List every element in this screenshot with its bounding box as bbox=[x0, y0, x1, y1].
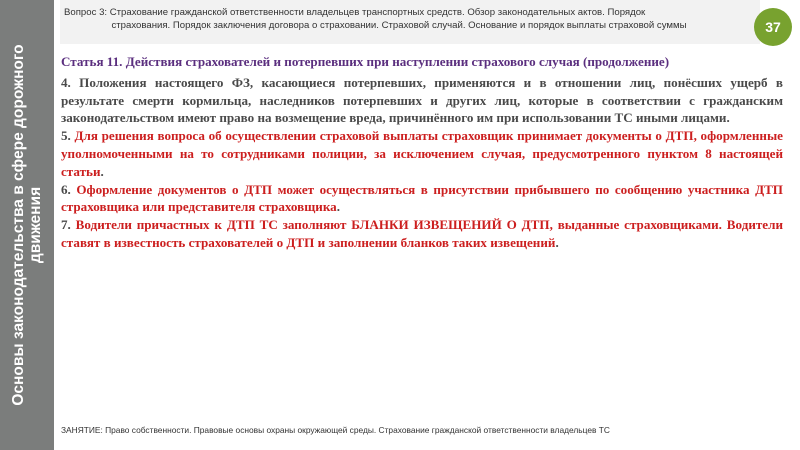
paragraph-5-text: Для решения вопроса об осуществлении страховой выплаты страховщик принимает документы о ДТП, оформленные уполномоченными на то сотрудниками полиции, за исключением случая, предусмотренного пунктом 8 настоящей статьи bbox=[61, 128, 783, 179]
footer: ЗАНЯТИЕ: Право собственности. Правовые основы охраны окружающей среды. Страхование гражданской ответственности владельцев ТС bbox=[61, 425, 610, 435]
paragraph-6-text: Оформление документов о ДТП может осуществляться в присутствии прибывшего по сообщению участника ДТП страховщика или представителя страховщика bbox=[61, 181, 783, 215]
sidebar bbox=[0, 0, 54, 450]
paragraph-7-period: . bbox=[555, 234, 559, 250]
header-line-2: страхования. Порядок заключения договора о страховании. Страховой случай. Основание и порядок выплаты страховой суммы bbox=[111, 20, 687, 31]
header-line-1: Вопрос 3: Страхование гражданской ответственности владельцев транспортных средств. Обзор законодательных актов. Порядок bbox=[64, 7, 646, 18]
header-text bbox=[64, 6, 754, 32]
paragraph-6-period: . bbox=[336, 199, 340, 215]
paragraph-7 bbox=[61, 216, 783, 252]
paragraph-5 bbox=[61, 127, 783, 180]
sidebar-title: Основы законодательства в сфере дорожного движения bbox=[10, 44, 44, 406]
paragraph-6 bbox=[61, 181, 783, 217]
paragraph-5-period: . bbox=[100, 163, 104, 179]
paragraph-4: 4. Положения настоящего ФЗ, касающиеся потерпевших, применяются и в отношении лиц, понёсших ущерб в результате смерти кормильца, наследников потерпевших и других лиц, которые в соответствии с гражданским законодательством имеют право на возмещение вреда, причинённого им при использовании ТС иными лицами. bbox=[61, 74, 783, 126]
header bbox=[60, 0, 760, 44]
paragraph-6-number: 6. bbox=[61, 181, 77, 197]
page-number-badge: 37 bbox=[754, 8, 792, 46]
article-title: Статья 11. Действия страхователей и потерпевших при наступлении страхового случая (продолжение) bbox=[61, 54, 670, 69]
main-content bbox=[61, 53, 783, 252]
paragraph-5-number: 5. bbox=[61, 128, 75, 144]
paragraph-7-number: 7. bbox=[61, 217, 76, 233]
paragraph-7-text: Водители причастных к ДТП ТС заполняют БЛАНКИ ИЗВЕЩЕНИЙ О ДТП, выданные страховщиками. Водители ставят в известность страхователей о ДТП и заполнении бланков таких извещений bbox=[61, 217, 783, 250]
